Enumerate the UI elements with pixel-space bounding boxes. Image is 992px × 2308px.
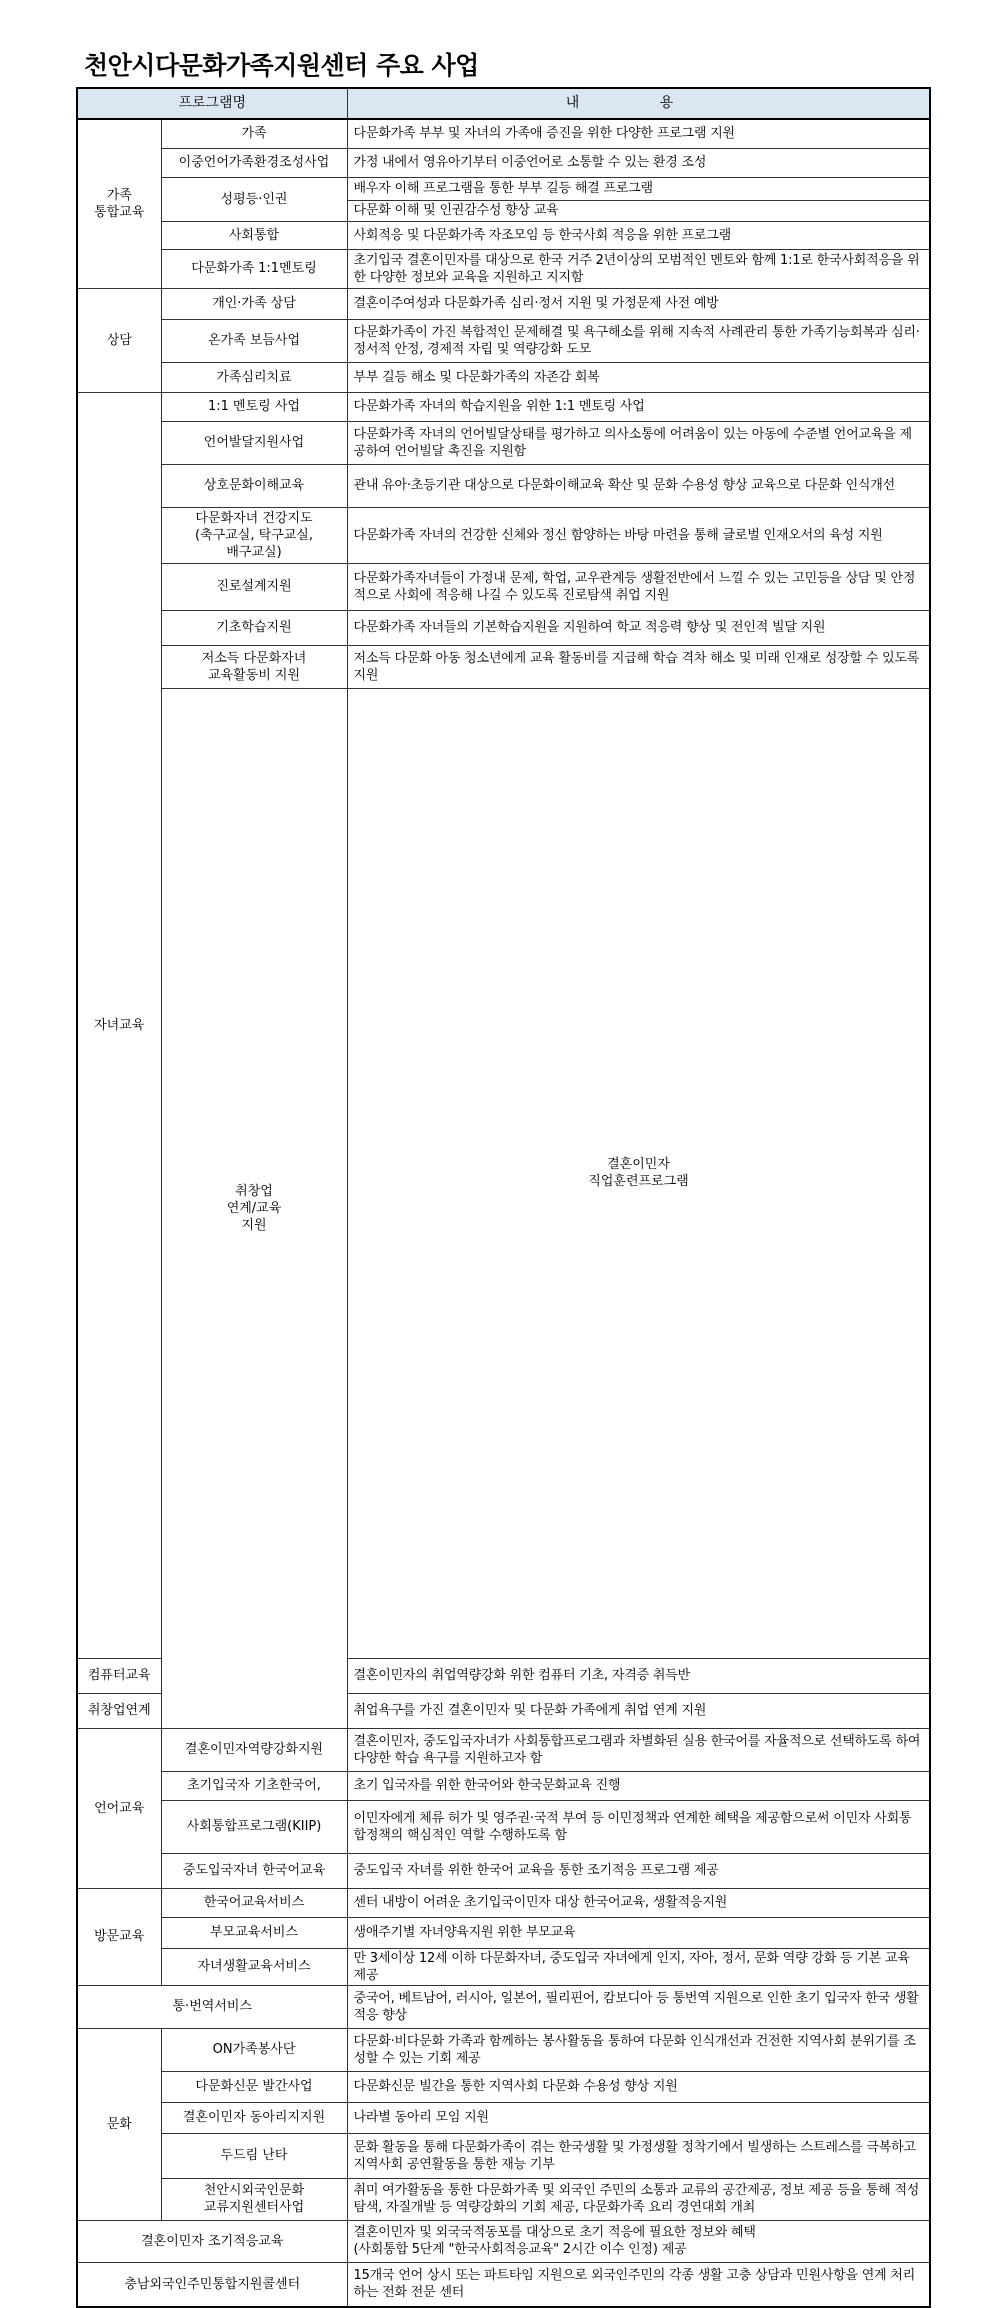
- table-row: [77, 119, 930, 148]
- table-row: [77, 177, 930, 200]
- program-table: [76, 87, 931, 2308]
- table-row: [77, 2262, 930, 2307]
- program-name: 1:1 멘토링 사업: [161, 392, 347, 421]
- category-cell: 자녀교육: [77, 392, 161, 1658]
- program-description: 다문화·비다문화 가족과 함께하는 봉사활동을 통하여 다문화 인식개선과 건전한 지역사회 분위기를 조성할 수 있는 기회 제공: [347, 2028, 930, 2071]
- program-description: 결혼이주여성과 다문화가족 심리·정서 지원 및 가정문제 사전 예방: [347, 288, 930, 319]
- category-cell: 상담: [77, 288, 161, 392]
- table-row: [77, 319, 930, 362]
- table-row: [77, 249, 930, 288]
- program-name: 한국어교육서비스: [161, 1888, 347, 1917]
- program-name: 두드림 난타: [161, 2133, 347, 2178]
- program-name: 이중언어가족환경조성사업: [161, 148, 347, 177]
- program-name: 결혼이민자 동아리지지원: [161, 2102, 347, 2133]
- table-row: [77, 1800, 930, 1853]
- program-name: 다문화가족 1:1멘토링: [161, 249, 347, 288]
- table-row: [77, 1771, 930, 1800]
- table-row: [77, 1888, 930, 1917]
- program-name: 언어발달지원사업: [161, 421, 347, 464]
- program-name: 다문화자녀 건강지도 (축구교실, 탁구교실, 배구교실): [161, 507, 347, 563]
- table-row: [77, 645, 930, 688]
- program-description: 가정 내에서 영유아기부터 이중언어로 소통할 수 있는 환경 조성: [347, 148, 930, 177]
- category-cell: 언어교육: [77, 1728, 161, 1888]
- table-row: [77, 507, 930, 563]
- program-description: 저소득 다문화 아동 청소년에게 교육 활동비를 지급해 학습 격차 해소 및 미래 인재로 성장할 수 있도록 지원: [347, 645, 930, 688]
- table-row: [77, 610, 930, 645]
- program-description: 다문화가족이 가진 복합적인 문제해결 및 욕구해소를 위해 지속적 사례관리 통한 가족기능회복과 심리·정서적 안정, 경제적 자립 및 역량강화 도모: [347, 319, 930, 362]
- program-name: ON가족봉사단: [161, 2028, 347, 2071]
- program-name: 결혼이민자 직업훈련프로그램: [347, 688, 930, 1658]
- table-row: [77, 464, 930, 507]
- table-row: [77, 1948, 930, 1985]
- table-row: [77, 148, 930, 177]
- category-cell: 방문교육: [77, 1888, 161, 1985]
- category-cell: 취창업 연계/교육 지원: [161, 688, 347, 1728]
- program-description: 사회적응 및 다문화가족 자조모임 등 한국사회 적응을 위한 프로그램: [347, 221, 930, 249]
- program-description: 생애주기별 자녀양육지원 위한 부모교육: [347, 1917, 930, 1948]
- program-description: 다문화가족 부부 및 자녀의 가족애 증진을 위한 다양한 프로그램 지원: [347, 119, 930, 148]
- program-name: 사회통합: [161, 221, 347, 249]
- program-description: 이민자에게 체류 허가 및 영주권·국적 부여 등 이민정책과 연계한 혜택을 제공함으로써 이민자 사회통합정책의 핵심적인 역할 수행하도록 함: [347, 1800, 930, 1853]
- table-row: [77, 563, 930, 610]
- program-name: 부모교육서비스: [161, 1917, 347, 1948]
- table-row: [77, 421, 930, 464]
- program-description: 다문화가족자녀들이 가정내 문제, 학업, 교우관계등 생활전반에서 느낄 수 있는 고민등을 상담 및 안정적으로 사회에 적응해 나길 수 있도록 진로탐색 취업 지원: [347, 563, 930, 610]
- program-description: 다문화가족 자녀들의 기본학습지원을 지원하여 학교 적응력 향상 및 전인적 빌달 지원: [347, 610, 930, 645]
- program-name: 다문화신문 발간사업: [161, 2071, 347, 2102]
- program-name: 취창업연계: [77, 1693, 161, 1728]
- program-name: 기초학습지원: [161, 610, 347, 645]
- program-name: 가족: [161, 119, 347, 148]
- table-row: [77, 221, 930, 249]
- header-content: 내 용: [347, 88, 930, 119]
- header-program: 프로그램명: [77, 88, 347, 119]
- program-description: 다문화 이해 및 인권감수성 향상 교육: [347, 200, 930, 221]
- program-description: 초기입국 결혼이민자를 대상으로 한국 거주 2년이상의 모범적인 멘토와 함께 1:1로 한국사회적응을 위한 다양한 정보와 교육을 지원하고 지지함: [347, 249, 930, 288]
- program-name: 결혼이민자역량강화지원: [161, 1728, 347, 1771]
- program-name: 컴퓨터교육: [77, 1658, 161, 1693]
- program-name: 진로설계지원: [161, 563, 347, 610]
- program-name: 가족심리치료: [161, 362, 347, 392]
- program-description: 15개국 언어 상시 또는 파트타임 지원으로 외국인주민의 각종 생활 고충 상담과 민원사항을 연계 처리하는 전화 전문 센터: [347, 2262, 930, 2307]
- program-description: 중국어, 베트남어, 러시아, 일본어, 필리핀어, 캄보디아 등 통번역 지원으로 인한 초기 입국자 한국 생활 적응 향상: [347, 1985, 930, 2028]
- program-name: 성평등·인권: [161, 177, 347, 221]
- table-row: [77, 1917, 930, 1948]
- category-cell: 문화: [77, 2028, 161, 2220]
- program-description: 다문화가족 자녀의 언어빌달상태를 평가하고 의사소통에 어려움이 있는 아동에 수준별 언어교육을 제공하여 언어빌달 촉진을 지원함: [347, 421, 930, 464]
- table-row: [77, 2028, 930, 2071]
- program-name: 상호문화이해교육: [161, 464, 347, 507]
- table-row: [77, 688, 930, 1658]
- program-description: 초기 입국자를 위한 한국어와 한국문화교육 진행: [347, 1771, 930, 1800]
- program-name: 통·번역서비스: [77, 1985, 347, 2028]
- table-row: [77, 1728, 930, 1771]
- table-row: [77, 2071, 930, 2102]
- program-description: 문화 활동을 통해 다문화가족이 겪는 한국생활 및 가정생활 정착기에서 빌생하는 스트레스를 극복하고 지역사회 공연활동을 통한 재능 기부: [347, 2133, 930, 2178]
- table-row: [77, 2178, 930, 2220]
- program-description: 결혼이민자 및 외국국적동포를 대상으로 초기 적응에 필요한 정보와 혜택 (사회통합 5단계 "한국사회적응교육" 2시간 이수 인정) 제공: [347, 2220, 930, 2262]
- table-header-row: [77, 88, 930, 119]
- page-title: 천안시다문화가족지원센터 주요 사업: [84, 51, 479, 80]
- program-description: 다문화가족 자녀의 건강한 신체와 정신 함양하는 바탕 마련을 통해 글로벌 인재오서의 육성 지원: [347, 507, 930, 563]
- table-row: [77, 288, 930, 319]
- program-description: 관내 유아·초등기관 대상으로 다문화이해교육 확산 및 문화 수용성 향상 교육으로 다문화 인식개선: [347, 464, 930, 507]
- program-name: 온가족 보듬사업: [161, 319, 347, 362]
- table-row: [77, 2102, 930, 2133]
- program-description: 부부 길등 해소 및 다문화가족의 자존감 회복: [347, 362, 930, 392]
- program-description: 만 3세이상 12세 이하 다문화자녀, 중도입국 자녀에게 인지, 자아, 정서, 문화 역량 강화 등 기본 교육 제공: [347, 1948, 930, 1985]
- table-row: [77, 2133, 930, 2178]
- table-row: [77, 2220, 930, 2262]
- program-description: 센터 내방이 어려운 초기입국이민자 대상 한국어교육, 생활적응지원: [347, 1888, 930, 1917]
- program-name: 결혼이민자 조기적응교육: [77, 2220, 347, 2262]
- program-description: 결혼이민자, 중도입국자녀가 사회통합프로그램과 차별화된 실용 한국어를 자율적으로 선택하도록 하여 다양한 학습 욕구를 지원하고자 함: [347, 1728, 930, 1771]
- program-name: 충남외국인주민통합지원콜센터: [77, 2262, 347, 2307]
- program-name: 중도입국자녀 한국어교육: [161, 1853, 347, 1888]
- program-description: 배우자 이해 프로그램을 통한 부부 길등 해결 프로그램: [347, 177, 930, 200]
- table-row: [77, 362, 930, 392]
- program-description: 다문화신문 빌간을 통한 지역사회 다문화 수용성 향상 지원: [347, 2071, 930, 2102]
- program-name: 초기입국자 기초한국어,: [161, 1771, 347, 1800]
- program-description: 취미 여가활동을 통한 다문화가족 및 외국인 주민의 소통과 교류의 공간제공, 정보 제공 등을 통해 적성탐색, 자질개발 등 역량강화의 기회 제공, 다문화가족 요리 경연대회 개최: [347, 2178, 930, 2220]
- category-cell: 가족 통합교육: [77, 119, 161, 288]
- program-name: 천안시외국인문화 교류지원센터사업: [161, 2178, 347, 2220]
- program-description: 중도입국 자녀를 위한 한국어 교육을 통한 조기적응 프로그램 제공: [347, 1853, 930, 1888]
- program-description: 다문화가족 자녀의 학습지원을 위한 1:1 멘토링 사업: [347, 392, 930, 421]
- program-name: 개인·가족 상담: [161, 288, 347, 319]
- program-description: 나라별 동아리 모임 지원: [347, 2102, 930, 2133]
- table-row: [77, 392, 930, 421]
- program-name: 자녀생활교육서비스: [161, 1948, 347, 1985]
- program-description: 결혼이민자의 취업역량강화 위한 컴퓨터 기초, 자격증 취득반: [347, 1658, 930, 1693]
- table-row: [77, 1985, 930, 2028]
- table-row: [77, 1853, 930, 1888]
- program-description: 취업욕구를 가진 결혼이민자 및 다문화 가족에게 취업 연계 지원: [347, 1693, 930, 1728]
- program-name: 저소득 다문화자녀 교육활동비 지원: [161, 645, 347, 688]
- program-name: 사회통합프로그램(KIIP): [161, 1800, 347, 1853]
